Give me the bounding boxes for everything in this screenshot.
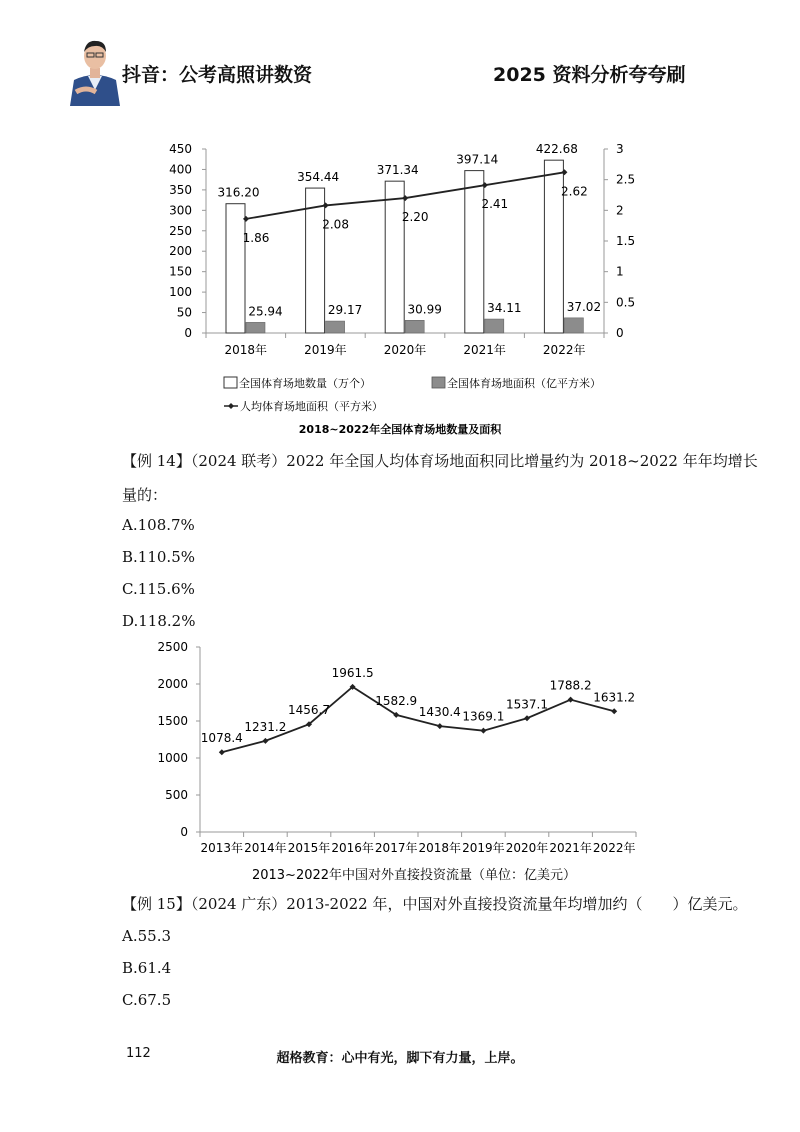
q14-option-d: D.118.2% xyxy=(122,612,196,630)
c1-category-label: 2018年 xyxy=(224,343,268,357)
c2-category-label: 2021年 xyxy=(549,841,592,855)
c1-category-label: 2022年 xyxy=(542,343,586,357)
sports-venue-chart xyxy=(0,130,800,440)
q15-option-b: B.61.4 xyxy=(122,959,172,977)
c1-right-tick-label: 2.5 xyxy=(616,172,636,187)
author-avatar xyxy=(66,30,124,106)
legend-area-label: 全国体育场地面积（亿平方米） xyxy=(447,377,601,390)
c2-data-label: 1078.4 xyxy=(200,731,243,746)
c2-data-label: 1537.1 xyxy=(506,697,548,712)
c1-right-tick-label: 0.5 xyxy=(616,295,636,310)
c2-point xyxy=(524,715,530,721)
c2-data-label: 1788.2 xyxy=(549,678,592,693)
c1-bar-area xyxy=(246,322,265,333)
c1-left-tick-label: 150 xyxy=(169,264,192,279)
c1-bar-area-label: 37.02 xyxy=(566,299,602,314)
c1-category-label: 2021年 xyxy=(463,343,506,357)
c1-percap-label: 2.20 xyxy=(401,210,429,225)
c2-point xyxy=(611,708,617,714)
question-15-line1: 【例 15】（2024 广东）2013-2022 年，中国对外直接投资流量年均增加约（ ）亿美元。 xyxy=(122,895,748,913)
c1-percap-label: 2.62 xyxy=(561,184,588,199)
c1-percap-label: 2.08 xyxy=(322,217,349,232)
fdi-flow-chart xyxy=(0,636,800,886)
header-left-title: 抖音：公考高照讲数资 xyxy=(122,64,313,86)
question-14-line2: 量的： xyxy=(122,486,168,504)
c2-category-label: 2022年 xyxy=(592,841,636,855)
c1-percap-label: 1.86 xyxy=(242,230,270,245)
c1-category-label: 2019年 xyxy=(304,343,347,357)
c2-data-label: 1456.7 xyxy=(288,703,330,718)
c1-right-tick-label: 3 xyxy=(616,142,624,156)
c1-left-tick-label: 300 xyxy=(169,203,192,218)
c1-left-tick-label: 250 xyxy=(169,223,192,238)
c2-point xyxy=(437,723,443,729)
c1-left-tick-label: 0 xyxy=(184,326,192,340)
header-right-title: 2025 资料分析夸夸刷 xyxy=(493,64,686,86)
c1-bar-count xyxy=(465,171,484,333)
legend-count-swatch xyxy=(224,377,237,388)
c1-left-tick-label: 100 xyxy=(169,285,192,300)
footer-slogan: 超格教育：心中有光，脚下有力量，上岸。 xyxy=(276,1051,524,1066)
legend-percap-marker xyxy=(228,403,234,409)
c1-left-tick-label: 50 xyxy=(176,305,192,320)
c1-right-tick-label: 2 xyxy=(616,203,624,218)
c2-y-tick-label: 2500 xyxy=(157,640,188,654)
c1-bar-area xyxy=(564,318,583,333)
c1-right-tick-label: 1.5 xyxy=(616,234,636,248)
c1-left-tick-label: 350 xyxy=(169,182,192,197)
legend-percap-label: 人均体育场地面积（平方米） xyxy=(240,400,383,413)
page-number: 112 xyxy=(126,1046,151,1061)
c1-bar-area xyxy=(326,321,345,333)
c2-y-tick-label: 0 xyxy=(180,825,188,839)
c2-category-label: 2013年 xyxy=(200,841,244,855)
c1-right-tick-label: 0 xyxy=(616,326,624,340)
c2-data-label: 1961.5 xyxy=(331,665,374,680)
c1-bar-area-label: 25.94 xyxy=(248,304,283,319)
c2-category-label: 2015年 xyxy=(287,841,331,855)
c1-left-tick-label: 200 xyxy=(169,244,192,259)
question-14-line1: 【例 14】（2024 联考）2022 年全国人均体育场地面积同比增量约为 2018~2022 年年均增长 xyxy=(122,452,758,470)
c1-bar-count-label: 371.34 xyxy=(376,163,419,178)
c1-right-tick-label: 1 xyxy=(616,264,624,279)
c2-data-label: 1631.2 xyxy=(593,690,636,705)
c2-data-label: 1369.1 xyxy=(462,709,505,724)
c2-y-tick-label: 1000 xyxy=(157,751,188,765)
c1-percap-label: 2.41 xyxy=(481,197,509,212)
q14-option-b: B.110.5% xyxy=(122,548,195,566)
q14-option-c: C.115.6% xyxy=(122,580,195,598)
c1-left-tick-label: 400 xyxy=(169,162,192,177)
c1-bar-count-label: 422.68 xyxy=(535,142,578,157)
c1-bar-count-label: 354.44 xyxy=(297,170,340,185)
c2-data-label: 1231.2 xyxy=(244,719,287,734)
chart1-title: 2018~2022年全国体育场地数量及面积 xyxy=(298,423,502,436)
c2-point xyxy=(480,728,486,734)
c1-category-label: 2020年 xyxy=(383,343,427,357)
c1-left-tick-label: 450 xyxy=(169,142,192,156)
c1-bar-count-label: 397.14 xyxy=(456,152,499,167)
q15-option-c: C.67.5 xyxy=(122,991,172,1009)
c2-y-tick-label: 2000 xyxy=(157,677,188,691)
c2-category-label: 2016年 xyxy=(331,841,374,855)
c2-y-tick-label: 500 xyxy=(165,788,188,802)
c2-category-label: 2017年 xyxy=(374,841,418,855)
c2-point xyxy=(568,697,574,703)
c2-category-label: 2018年 xyxy=(418,841,462,855)
c1-bar-area xyxy=(485,319,504,333)
c1-bar-count xyxy=(306,188,325,333)
c1-bar-area-label: 34.11 xyxy=(487,301,522,316)
c1-bar-area-label: 30.99 xyxy=(407,302,442,317)
c2-point xyxy=(262,738,268,744)
c1-bar-count xyxy=(226,204,245,333)
legend-count-label: 全国体育场地数量（万个） xyxy=(239,377,371,390)
c1-bar-area-label: 29.17 xyxy=(327,303,363,318)
q15-option-a: A.55.3 xyxy=(122,927,171,945)
c1-bar-count-label: 316.20 xyxy=(217,185,260,200)
chart2-title: 2013~2022年中国对外直接投资流量（单位：亿美元） xyxy=(251,868,577,883)
c2-category-label: 2020年 xyxy=(505,841,549,855)
c2-category-label: 2019年 xyxy=(462,841,505,855)
q14-option-a: A.108.7% xyxy=(122,516,195,534)
c2-y-tick-label: 1500 xyxy=(157,714,188,728)
c2-point xyxy=(219,749,225,755)
c1-bar-area xyxy=(405,320,424,333)
c1-bar-count xyxy=(385,181,404,333)
legend-area-swatch xyxy=(432,377,445,388)
c2-category-label: 2014年 xyxy=(244,841,287,855)
c2-data-label: 1582.9 xyxy=(375,693,418,708)
c2-data-label: 1430.4 xyxy=(418,705,461,720)
